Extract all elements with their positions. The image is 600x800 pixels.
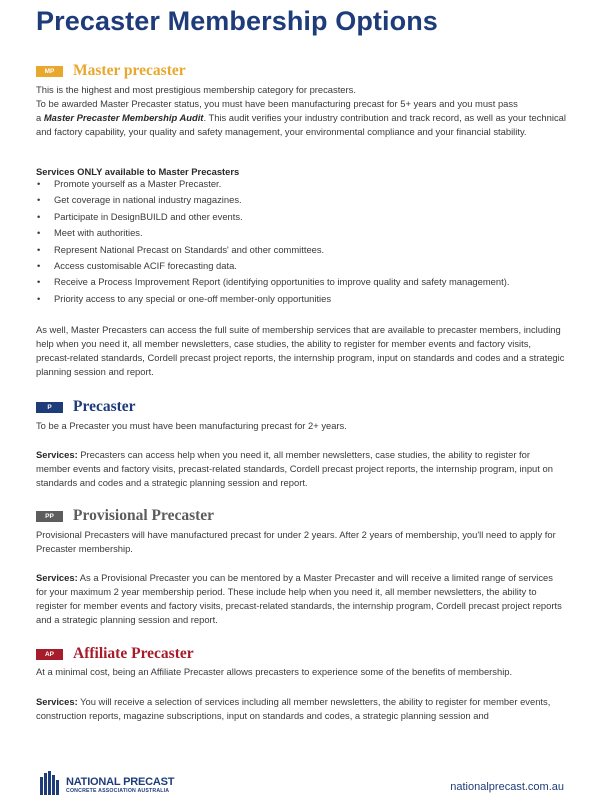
section-header-provisional bbox=[36, 507, 214, 525]
footer-website-link[interactable]: nationalprecast.com.au bbox=[450, 781, 564, 793]
services-label: Services: bbox=[36, 449, 78, 460]
master-intro-1: This is the highest and most prestigious membership category for precasters. bbox=[36, 84, 356, 95]
provisional-intro: Provisional Precasters will have manufactured precast for under 2 years. After 2 years of membership, you'll need to apply for Precaster membership. bbox=[36, 529, 556, 554]
logo-line-1: NATIONAL PRECAST bbox=[66, 776, 175, 788]
section-title-precaster: Precaster bbox=[73, 398, 136, 415]
affiliate-services: Services: You will receive a selection of services including all member newsletters, the ability to register for member events, construction reports, magazine subscriptions, input on standards and codes, a strategic planning session and bbox=[36, 696, 551, 721]
page-title: Precaster Membership Options bbox=[36, 6, 438, 36]
list-item: • Represent National Precast on Standards' and other committees. bbox=[37, 243, 325, 255]
audit-name: Master Precaster Membership Audit bbox=[43, 112, 204, 123]
badge-pp: PP bbox=[36, 511, 63, 522]
section-header-precaster bbox=[36, 398, 136, 416]
badge-mp: MP bbox=[36, 66, 63, 77]
master-intro-2a: To be awarded Master Precaster status, you must have been manufacturing precast for 5+ years and you must pass bbox=[36, 98, 518, 109]
list-item: • Participate in DesignBUILD and other events. bbox=[37, 210, 243, 222]
list-item: • Get coverage in national industry magazines. bbox=[37, 194, 242, 206]
master-intro-2c: . This audit verifies your industry contribution and track record, as well as your technical and factory capability, your quality and safety management, your environmental compliance and your financial stability. bbox=[36, 112, 566, 137]
list-item: • Meet with authorities. bbox=[37, 227, 143, 239]
badge-ap: AP bbox=[36, 649, 63, 660]
services-label: Services: bbox=[36, 696, 78, 707]
master-intro bbox=[36, 83, 566, 139]
section-title-master: Master precaster bbox=[73, 62, 186, 79]
master-services-list bbox=[36, 176, 509, 307]
list-item: • Receive a Process Improvement Report (identifying opportunities to improve quality and safety management). bbox=[37, 276, 510, 288]
section-header-affiliate bbox=[36, 645, 194, 663]
list-item: • Priority access to any special or one-off member-only opportunities bbox=[37, 292, 332, 304]
logo-text bbox=[66, 777, 174, 795]
master-outro: As well, Master Precasters can access the full suite of membership services that are available to precaster members, including help when you need it, all member newsletters, case studies, the ability to register for member events and factory visits, precast-related standards, Cordell precast project reports, the internship program, input on standards and codes and a strategic planning session and report. bbox=[36, 324, 565, 377]
section-header-master bbox=[36, 62, 186, 80]
master-intro-2b: a bbox=[36, 112, 44, 123]
list-item: • Access customisable ACIF forecasting data. bbox=[37, 260, 237, 272]
footer-logo bbox=[40, 771, 174, 795]
section-title-affiliate: Affiliate Precaster bbox=[73, 645, 194, 662]
badge-p: P bbox=[36, 402, 63, 413]
affiliate-intro: At a minimal cost, being an Affiliate Precaster allows precasters to experience some of the benefits of membership. bbox=[36, 666, 513, 677]
section-title-provisional: Provisional Precaster bbox=[73, 507, 215, 524]
precaster-services: Services: Precasters can access help when you need it, all member newsletters, case studies, the ability to register for member events and factory visits, precast-related standards, Cordell precast project reports, the internship program, input on standards and codes and a strategic planning session and report. bbox=[36, 449, 553, 488]
logo-line-2: CONCRETE ASSOCIATION AUSTRALIA bbox=[66, 788, 170, 794]
precaster-intro: To be a Precaster you must have been manufacturing precast for 2+ years. bbox=[36, 420, 347, 431]
provisional-services: Services: As a Provisional Precaster you can be mentored by a Master Precaster and will receive a limited range of services for your maximum 2 year membership period. These include help when you need it, all member newsletters, the ability to register for member events and factory visits, precast-related standards, the internship program, Cordell precast project reports and a strategic planning session and report. bbox=[36, 572, 562, 625]
master-services-heading: Services ONLY available to Master Precasters bbox=[36, 166, 240, 177]
services-label: Services: bbox=[36, 572, 78, 583]
list-item: • Promote yourself as a Master Precaster. bbox=[37, 178, 222, 189]
precast-building-icon bbox=[40, 771, 62, 795]
